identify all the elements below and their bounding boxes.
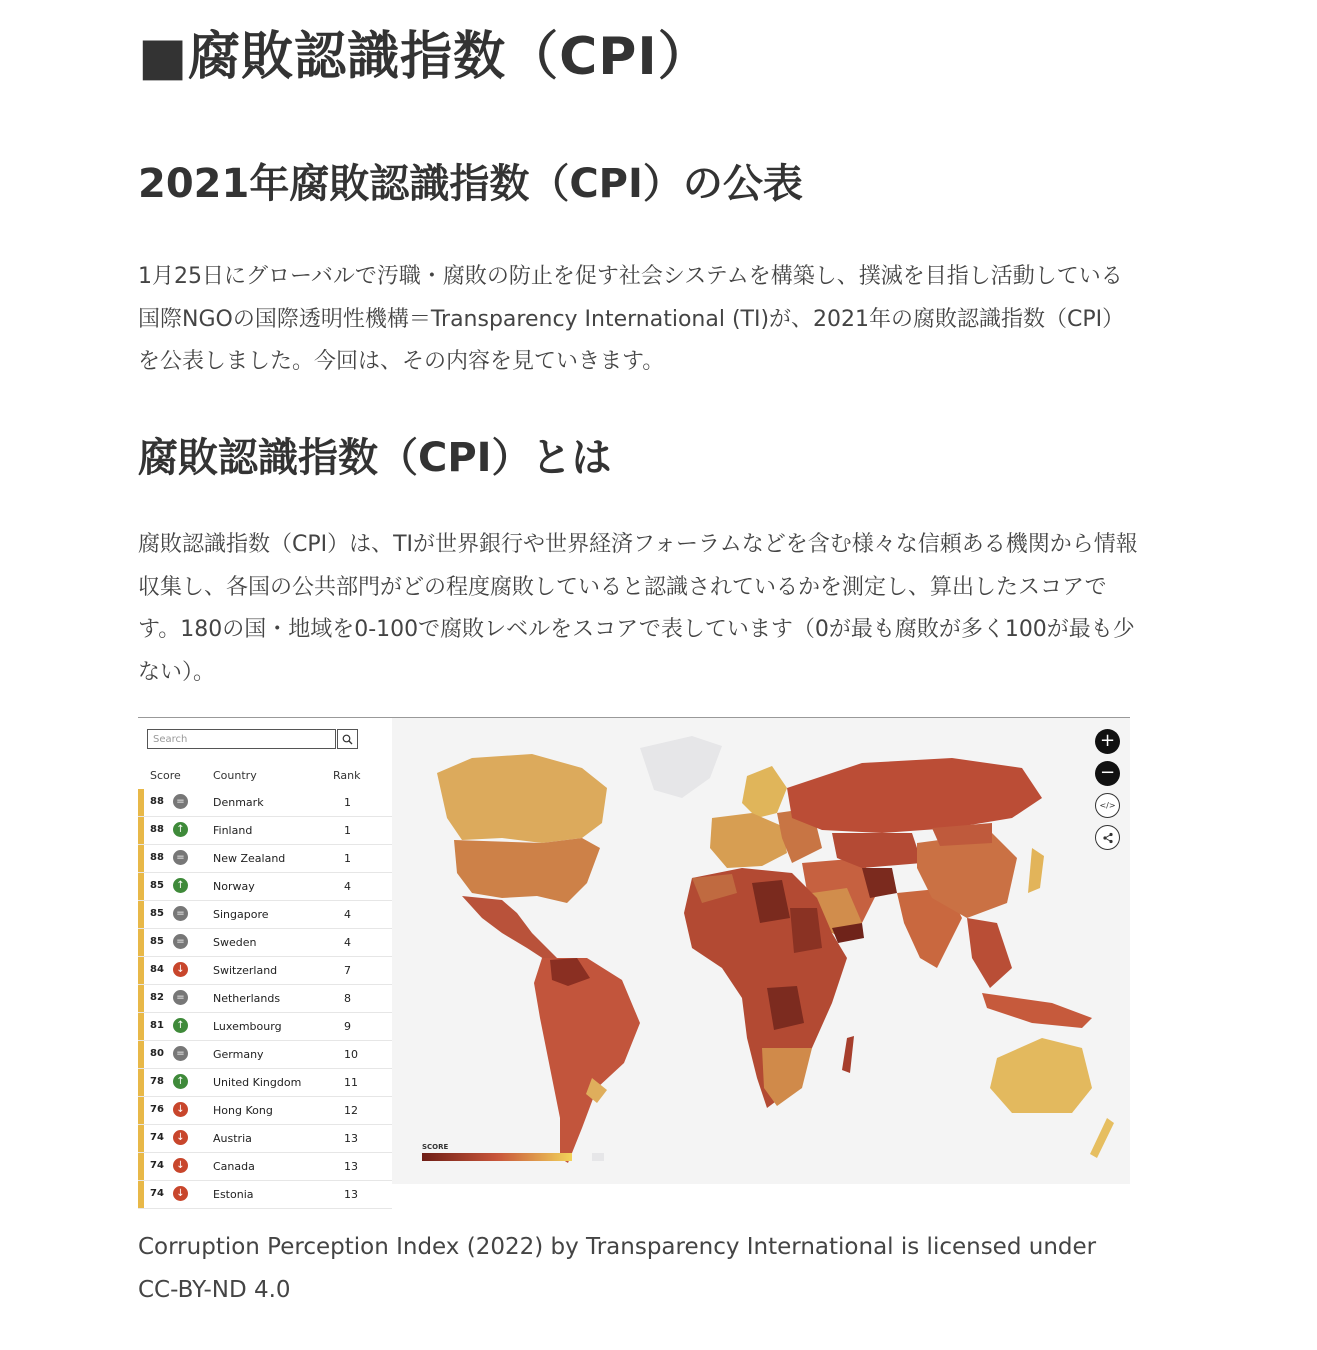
score-value: 88 — [150, 796, 164, 807]
score-color-bar — [138, 789, 144, 816]
table-row[interactable] — [138, 1153, 392, 1181]
score-value: 85 — [150, 908, 164, 919]
country-name: Sweden — [213, 936, 257, 949]
score-color-bar — [138, 985, 144, 1012]
country-name: New Zealand — [213, 852, 286, 865]
score-value: 82 — [150, 992, 164, 1003]
arrow-up-icon: ↑ — [173, 878, 188, 893]
equal-icon: = — [173, 1046, 188, 1061]
equal-icon: = — [173, 934, 188, 949]
equal-icon: = — [173, 794, 188, 809]
world-map[interactable] — [392, 718, 1130, 1184]
paragraph-announcement: 1月25日にグローバルで汚職・腐敗の防止を促す社会システムを構築し、撲滅を目指し活動している国際NGOの国際透明性機構＝Transparency International (TI)が、2021年の腐敗認識指数（CPI）を公表しました。今回は、その内容を見ていきます。 — [138, 264, 1125, 374]
arrow-up-icon: ↑ — [173, 822, 188, 837]
arrow-up-icon: ↑ — [173, 1018, 188, 1033]
country-name: United Kingdom — [213, 1076, 302, 1089]
arrow-down-icon: ↓ — [173, 1130, 188, 1145]
rank-value: 4 — [344, 880, 351, 893]
map-sudan — [790, 908, 822, 953]
zoom-in-button[interactable]: + — [1095, 729, 1120, 754]
score-value: 88 — [150, 824, 164, 835]
rank-value: 13 — [344, 1188, 358, 1201]
table-row[interactable] — [138, 1181, 392, 1209]
rank-value: 4 — [344, 908, 351, 921]
country-name: Switzerland — [213, 964, 278, 977]
column-rank[interactable]: Rank — [333, 769, 361, 782]
score-color-bar — [138, 1153, 144, 1180]
zoom-out-button[interactable]: − — [1095, 761, 1120, 786]
ranking-list — [138, 789, 392, 1209]
score-value: 76 — [150, 1104, 164, 1115]
ranking-panel — [138, 718, 393, 1201]
score-color-bar — [138, 817, 144, 844]
score-color-bar — [138, 1097, 144, 1124]
score-color-bar — [138, 1181, 144, 1208]
country-name: Netherlands — [213, 992, 281, 1005]
arrow-down-icon: ↓ — [173, 1158, 188, 1173]
country-name: Germany — [213, 1048, 264, 1061]
table-row[interactable] — [138, 985, 392, 1013]
table-row[interactable] — [138, 1069, 392, 1097]
legend-gradient — [422, 1153, 572, 1161]
score-value: 85 — [150, 880, 164, 891]
table-row[interactable] — [138, 957, 392, 985]
score-color-bar — [138, 1013, 144, 1040]
legend-no-data — [592, 1153, 604, 1161]
equal-icon: = — [173, 850, 188, 865]
rank-value: 9 — [344, 1020, 351, 1033]
share-button[interactable] — [1095, 825, 1120, 850]
rank-value: 1 — [344, 824, 351, 837]
country-name: Luxembourg — [213, 1020, 282, 1033]
score-color-bar — [138, 1125, 144, 1152]
table-row[interactable] — [138, 845, 392, 873]
score-value: 85 — [150, 936, 164, 947]
paragraph-what-is-cpi: 腐敗認識指数（CPI）は、TIが世界銀行や世界経済フォーラムなどを含む様々な信頼ある機関から情報収集し、各国の公共部門がどの程度腐敗していると認識されているかを測定し、算出したスコアです。180の国・地域を0-100で腐敗レベルをスコアで表しています（0が最も腐敗が多く100が最も少ない）。 — [138, 532, 1138, 685]
country-name: Canada — [213, 1160, 255, 1173]
heading-what-is-cpi: 腐敗認識指数（CPI）とは — [138, 435, 612, 481]
table-row[interactable] — [138, 1097, 392, 1125]
table-row[interactable] — [138, 929, 392, 957]
rank-value: 1 — [344, 852, 351, 865]
score-value: 74 — [150, 1132, 164, 1143]
rank-value: 12 — [344, 1104, 358, 1117]
country-name: Denmark — [213, 796, 264, 809]
score-color-bar — [138, 901, 144, 928]
country-name: Estonia — [213, 1188, 254, 1201]
page-title: ■腐敗認識指数（CPI） — [138, 27, 711, 87]
score-value: 74 — [150, 1188, 164, 1199]
score-value: 88 — [150, 852, 164, 863]
legend-title: SCORE — [422, 1143, 449, 1151]
table-row[interactable] — [138, 873, 392, 901]
arrow-down-icon: ↓ — [173, 1102, 188, 1117]
table-row[interactable] — [138, 1013, 392, 1041]
heading-announcement: 2021年腐敗認識指数（CPI）の公表 — [138, 161, 803, 207]
score-value: 74 — [150, 1160, 164, 1171]
search-icon — [342, 734, 353, 745]
country-name: Austria — [213, 1132, 252, 1145]
rank-value: 13 — [344, 1132, 358, 1145]
country-name: Norway — [213, 880, 255, 893]
rank-value: 13 — [344, 1160, 358, 1173]
score-color-bar — [138, 873, 144, 900]
rank-value: 11 — [344, 1076, 358, 1089]
table-row[interactable] — [138, 817, 392, 845]
country-name: Hong Kong — [213, 1104, 273, 1117]
rank-value: 4 — [344, 936, 351, 949]
arrow-up-icon: ↑ — [173, 1074, 188, 1089]
country-name: Singapore — [213, 908, 269, 921]
rank-value: 10 — [344, 1048, 358, 1061]
search-input[interactable]: Search — [147, 729, 336, 749]
image-caption: Corruption Perception Index (2022) by Transparency International is licensed under CC-BY-ND 4.0 — [138, 1234, 1097, 1303]
arrow-down-icon: ↓ — [173, 1186, 188, 1201]
arrow-down-icon: ↓ — [173, 962, 188, 977]
cpi-map-embed[interactable] — [138, 717, 1130, 1201]
score-color-bar — [138, 957, 144, 984]
score-color-bar — [138, 1041, 144, 1068]
equal-icon: = — [173, 990, 188, 1005]
table-row[interactable] — [138, 901, 392, 929]
score-color-bar — [138, 929, 144, 956]
score-value: 81 — [150, 1020, 164, 1031]
equal-icon: = — [173, 906, 188, 921]
rank-value: 8 — [344, 992, 351, 1005]
score-value: 80 — [150, 1048, 164, 1059]
rank-value: 7 — [344, 964, 351, 977]
score-color-bar — [138, 1069, 144, 1096]
search-button[interactable] — [337, 729, 358, 749]
table-row[interactable] — [138, 1125, 392, 1153]
score-value: 84 — [150, 964, 164, 975]
share-icon — [1102, 832, 1114, 844]
score-color-bar — [138, 845, 144, 872]
embed-code-button[interactable]: </> — [1095, 793, 1120, 818]
score-value: 78 — [150, 1076, 164, 1087]
table-row[interactable] — [138, 1041, 392, 1069]
rank-value: 1 — [344, 796, 351, 809]
column-score[interactable]: Score — [150, 769, 181, 782]
table-row[interactable] — [138, 789, 392, 817]
country-name: Finland — [213, 824, 253, 837]
column-country[interactable]: Country — [213, 769, 257, 782]
